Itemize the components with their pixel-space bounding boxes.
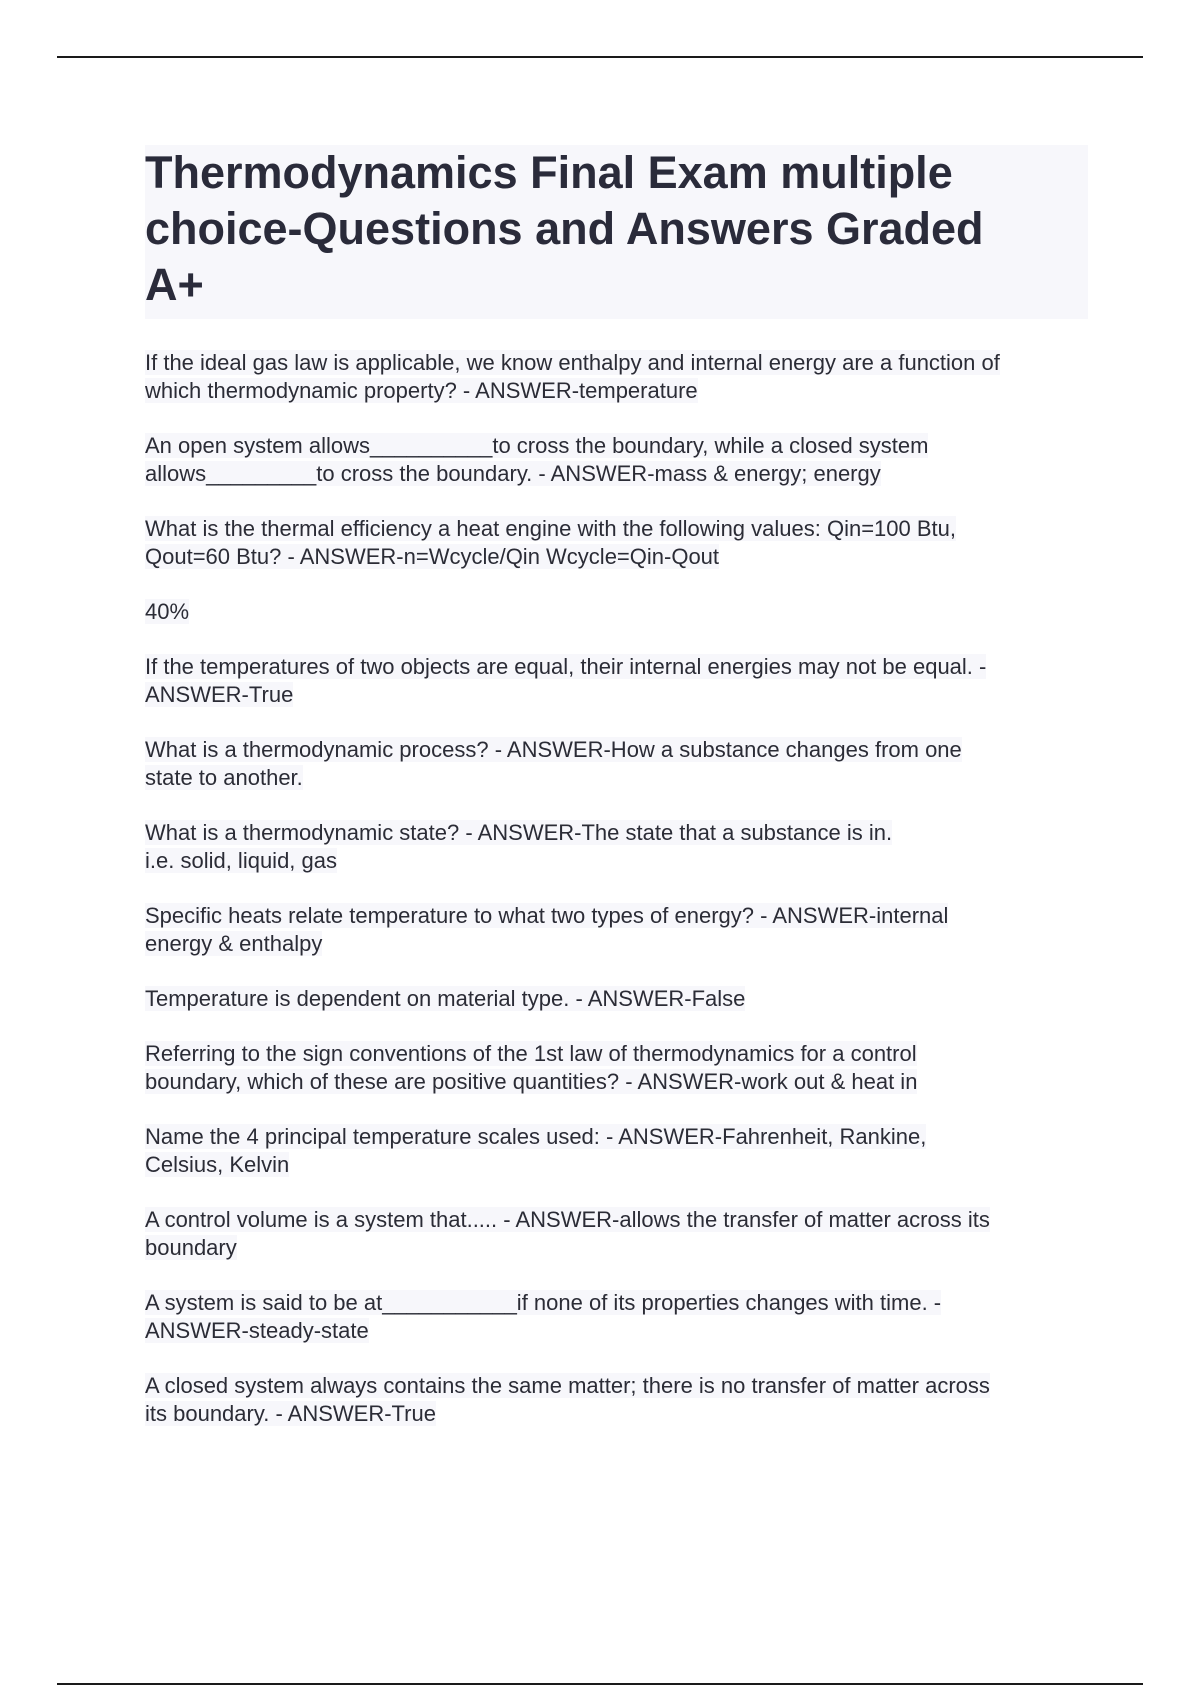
qa-item — [145, 349, 1088, 405]
qa-text: Specific heats relate temperature to what two types of energy? - ANSWER-internal — [145, 903, 949, 928]
qa-text: Celsius, Kelvin — [145, 1152, 290, 1177]
qa-line — [145, 432, 1088, 460]
qa-text: An open system allows__________to cross the boundary, while a closed system — [145, 433, 929, 458]
qa-text: boundary, which of these are positive quantities? - ANSWER-work out & heat in — [145, 1069, 918, 1094]
qa-line — [145, 1123, 1088, 1151]
qa-line — [145, 985, 1088, 1013]
page-title — [145, 145, 1088, 319]
qa-list — [145, 349, 1088, 1428]
document-body — [145, 145, 1088, 1455]
title-line: Thermodynamics Final Exam multiple — [145, 147, 953, 198]
qa-line — [145, 681, 1088, 709]
qa-text: Referring to the sign conventions of the 1st law of thermodynamics for a control — [145, 1041, 917, 1066]
title-line: A+ — [145, 259, 204, 310]
qa-text: boundary — [145, 1235, 237, 1260]
qa-item — [145, 1040, 1088, 1096]
qa-item — [145, 432, 1088, 488]
qa-text: A system is said to be at___________if none of its properties changes with time. - — [145, 1290, 942, 1315]
qa-text: ANSWER-steady-state — [145, 1318, 369, 1343]
qa-text: If the ideal gas law is applicable, we know enthalpy and internal energy are a function of — [145, 350, 1000, 375]
qa-text: energy & enthalpy — [145, 931, 323, 956]
qa-item — [145, 1289, 1088, 1345]
qa-line — [145, 1040, 1088, 1068]
qa-line — [145, 764, 1088, 792]
qa-line — [145, 1151, 1088, 1179]
title-line: choice-Questions and Answers Graded — [145, 203, 984, 254]
qa-text: What is a thermodynamic state? - ANSWER-The state that a substance is in. — [145, 820, 893, 845]
qa-text: allows_________to cross the boundary. - ANSWER-mass & energy; energy — [145, 461, 881, 486]
qa-line — [145, 819, 1088, 847]
qa-line — [145, 902, 1088, 930]
qa-text: Name the 4 principal temperature scales used: - ANSWER-Fahrenheit, Rankine, — [145, 1124, 927, 1149]
qa-text: which thermodynamic property? - ANSWER-temperature — [145, 378, 698, 403]
qa-text: Qout=60 Btu? - ANSWER-n=Wcycle/Qin Wcycle=Qin-Qout — [145, 544, 720, 569]
qa-item — [145, 653, 1088, 709]
qa-line — [145, 349, 1088, 377]
qa-line — [145, 1289, 1088, 1317]
top-rule — [57, 56, 1143, 58]
qa-line — [145, 598, 1088, 626]
qa-item — [145, 1206, 1088, 1262]
qa-line — [145, 930, 1088, 958]
qa-line — [145, 1400, 1088, 1428]
qa-line — [145, 736, 1088, 764]
title-block — [145, 145, 1088, 319]
qa-text: What is a thermodynamic process? - ANSWER-How a substance changes from one — [145, 737, 962, 762]
qa-line — [145, 1206, 1088, 1234]
qa-item — [145, 1372, 1088, 1428]
qa-line — [145, 543, 1088, 571]
qa-line — [145, 653, 1088, 681]
qa-text: its boundary. - ANSWER-True — [145, 1401, 436, 1426]
qa-text: A closed system always contains the same matter; there is no transfer of matter across — [145, 1373, 990, 1398]
qa-text: i.e. solid, liquid, gas — [145, 848, 337, 873]
qa-line — [145, 1372, 1088, 1400]
qa-item — [145, 598, 1088, 626]
qa-item — [145, 902, 1088, 958]
qa-line — [145, 377, 1088, 405]
qa-item — [145, 985, 1088, 1013]
qa-text: Temperature is dependent on material type. - ANSWER-False — [145, 986, 746, 1011]
qa-text: What is the thermal efficiency a heat engine with the following values: Qin=100 Btu, — [145, 516, 957, 541]
qa-text: If the temperatures of two objects are equal, their internal energies may not be equal. - — [145, 654, 987, 679]
qa-text: A control volume is a system that..... - ANSWER-allows the transfer of matter across its — [145, 1207, 990, 1232]
qa-text: state to another. — [145, 765, 303, 790]
qa-text: 40% — [145, 599, 190, 624]
qa-line — [145, 460, 1088, 488]
qa-text: ANSWER-True — [145, 682, 294, 707]
qa-line — [145, 1234, 1088, 1262]
qa-line — [145, 1068, 1088, 1096]
qa-line — [145, 847, 1088, 875]
qa-line — [145, 515, 1088, 543]
qa-item — [145, 736, 1088, 792]
qa-item — [145, 819, 1088, 875]
qa-item — [145, 515, 1088, 571]
bottom-rule — [57, 1683, 1143, 1685]
qa-item — [145, 1123, 1088, 1179]
qa-line — [145, 1317, 1088, 1345]
